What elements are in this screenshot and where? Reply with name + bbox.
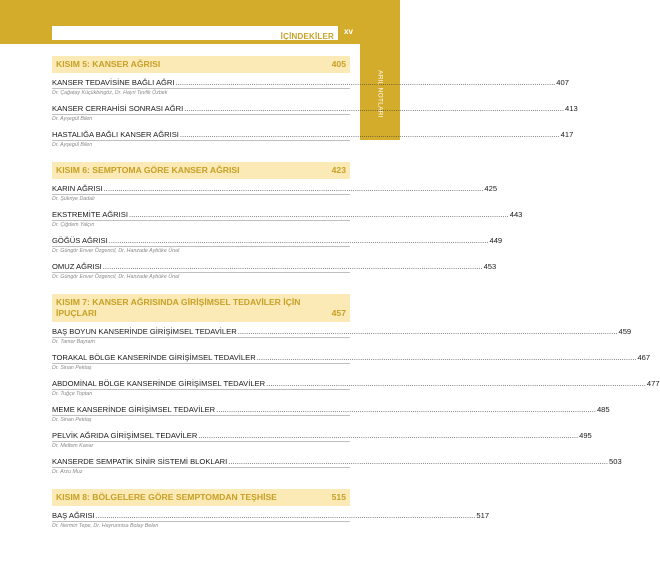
entry-line — [52, 327, 632, 337]
entry-line — [52, 130, 574, 140]
entry-title: BAŞ BOYUN KANSERİNDE GİRİŞİMSEL TEDAVİLER — [52, 327, 237, 336]
section-page: 515 — [331, 492, 346, 502]
dot-leader: .................................................................................................................................................................................... — [95, 511, 476, 520]
entry-page: 467 — [637, 353, 651, 362]
entry-authors: Dr. Ayşegül Bilen — [52, 140, 350, 149]
dot-leader: .................................................................................................................................................................................... — [108, 236, 489, 245]
side-thumb-tab — [360, 44, 400, 140]
entry-authors: Dr. Güngör Enver Özgencil, Dr. Hanzade Aybüke Ünal — [52, 246, 350, 255]
entry-title: KARIN AĞRISI — [52, 184, 103, 193]
toc-section-heading[interactable] — [52, 56, 350, 73]
dot-leader: .................................................................................................................................................................................... — [179, 130, 560, 139]
header-title: İÇİNDEKİLER — [280, 32, 334, 41]
entry-page: 477 — [646, 379, 660, 388]
section-title: KISIM 6: SEMPTOMA GÖRE KANSER AĞRISI — [56, 165, 240, 175]
dot-leader: .................................................................................................................................................................................... — [175, 78, 556, 87]
entry-page: 443 — [509, 210, 523, 219]
entry-page: 413 — [565, 104, 578, 113]
toc-entry[interactable] — [52, 78, 569, 97]
dot-leader: .................................................................................................................................................................................... — [103, 184, 484, 193]
entry-page: 517 — [476, 511, 490, 520]
entry-authors: Dr. Sinan Pektaş — [52, 363, 350, 372]
dot-leader: .................................................................................................................................................................................... — [102, 262, 483, 271]
section-page: 457 — [331, 308, 346, 318]
entry-authors: Dr. Nermin Tepe, Dr. Hayrunnisa Bolay Belen — [52, 521, 350, 530]
entry-page: 407 — [556, 78, 569, 87]
dot-leader: .................................................................................................................................................................................... — [228, 457, 609, 466]
entry-authors: Dr. Çiğdem Yalçın — [52, 220, 350, 229]
entry-page: 485 — [596, 405, 610, 414]
entry-line — [52, 104, 578, 114]
toc-entry[interactable] — [52, 431, 592, 450]
entry-title: KANSER TEDAVİSİNE BAĞLI AĞRI — [52, 78, 175, 87]
entry-authors: Dr. Sinan Pektaş — [52, 415, 350, 424]
entry-page: 449 — [489, 236, 503, 245]
toc-entry[interactable] — [52, 104, 578, 123]
toc-section-heading[interactable] — [52, 489, 350, 506]
toc-section-heading[interactable] — [52, 294, 350, 322]
entry-title: KANSER CERRAHİSİ SONRASI AĞRI — [52, 104, 184, 113]
running-header — [52, 26, 338, 40]
entry-page: 425 — [484, 184, 498, 193]
section-title: KISIM 8: BÖLGELERE GÖRE SEMPTOMDAN TEŞHİSE — [56, 492, 277, 502]
entry-line — [52, 457, 622, 467]
dot-leader: .................................................................................................................................................................................... — [266, 379, 646, 388]
entry-line — [52, 184, 498, 194]
toc-entry[interactable] — [52, 353, 651, 372]
section-title: KISIM 7: KANSER AĞRISINDA GİRİŞİMSEL TEDAVİLER İÇİN İPUÇLARI — [56, 297, 301, 318]
toc-entry[interactable] — [52, 405, 610, 424]
entry-title: HASTALIĞA BAĞLI KANSER AĞRISI — [52, 130, 179, 139]
entry-page: 503 — [609, 457, 622, 466]
entry-title: BAŞ AĞRISI — [52, 511, 95, 520]
section-page: 423 — [331, 165, 346, 175]
page-number: xv — [344, 27, 353, 36]
entry-title: ABDOMİNAL BÖLGE KANSERİNDE GİRİŞİMSEL TEDAVİLER — [52, 379, 266, 388]
dot-leader: .................................................................................................................................................................................... — [184, 104, 564, 113]
entry-line — [52, 431, 592, 441]
toc-entry[interactable] — [52, 262, 497, 281]
entry-page: 417 — [560, 130, 574, 139]
entry-title: KANSERDE SEMPATİK SİNİR SİSTEMİ BLOKLARI — [52, 457, 228, 466]
entry-page: 459 — [618, 327, 632, 336]
toc-entry[interactable] — [52, 379, 660, 398]
entry-line — [52, 210, 523, 220]
dot-leader: .................................................................................................................................................................................... — [216, 405, 596, 414]
entry-authors: Dr. Tuğçe Toptan — [52, 389, 350, 398]
toc-entry[interactable] — [52, 327, 632, 346]
toc-entry[interactable] — [52, 457, 622, 476]
side-tab-label: ARIL NOTLARI — [376, 70, 384, 118]
entry-line — [52, 405, 610, 415]
entry-title: MEME KANSERİNDE GİRİŞİMSEL TEDAVİLER — [52, 405, 216, 414]
entry-authors: Dr. Arzu Muz — [52, 467, 350, 476]
dot-leader: .................................................................................................................................................................................... — [198, 431, 579, 440]
entry-title: OMUZ AĞRISI — [52, 262, 102, 271]
dot-leader: .................................................................................................................................................................................... — [237, 327, 618, 336]
entry-title: PELVİK AĞRIDA GİRİŞİMSEL TEDAVİLER — [52, 431, 198, 440]
section-title: KISIM 5: KANSER AĞRISI — [56, 59, 161, 69]
toc-entry[interactable] — [52, 130, 574, 149]
toc-section-heading[interactable] — [52, 162, 350, 179]
toc-entry[interactable] — [52, 210, 523, 229]
entry-authors: Dr. Ayşegül Bilen — [52, 114, 350, 123]
entry-line — [52, 379, 660, 389]
entry-authors: Dr. Meltem Kanar — [52, 441, 350, 450]
entry-title: GÖĞÜS AĞRISI — [52, 236, 108, 245]
toc-entry[interactable] — [52, 511, 490, 530]
toc-entry[interactable] — [52, 184, 498, 203]
entry-title: EKSTREMİTE AĞRISI — [52, 210, 128, 219]
entry-line — [52, 353, 651, 363]
section-page: 405 — [331, 59, 346, 69]
entry-authors: Dr. Tamer Bayram — [52, 337, 350, 346]
entry-authors: Dr. Çağatay Küçükbingöz, Dr. Hayri Tevfik Özbek — [52, 88, 350, 97]
dot-leader: .................................................................................................................................................................................... — [256, 353, 637, 362]
entry-line — [52, 78, 569, 88]
entry-line — [52, 511, 490, 521]
entry-page: 495 — [579, 431, 592, 440]
entry-title: TORAKAL BÖLGE KANSERİNDE GİRİŞİMSEL TEDAVİLER — [52, 353, 256, 362]
dot-leader: .................................................................................................................................................................................... — [128, 210, 509, 219]
entry-line — [52, 262, 497, 272]
entry-line — [52, 236, 503, 246]
entry-authors: Dr. Güngör Enver Özgencil, Dr. Hanzade Aybüke Ünal — [52, 272, 350, 281]
toc-entry[interactable] — [52, 236, 503, 255]
entry-page: 453 — [483, 262, 497, 271]
entry-authors: Dr. Şükriye Dadalı — [52, 194, 350, 203]
